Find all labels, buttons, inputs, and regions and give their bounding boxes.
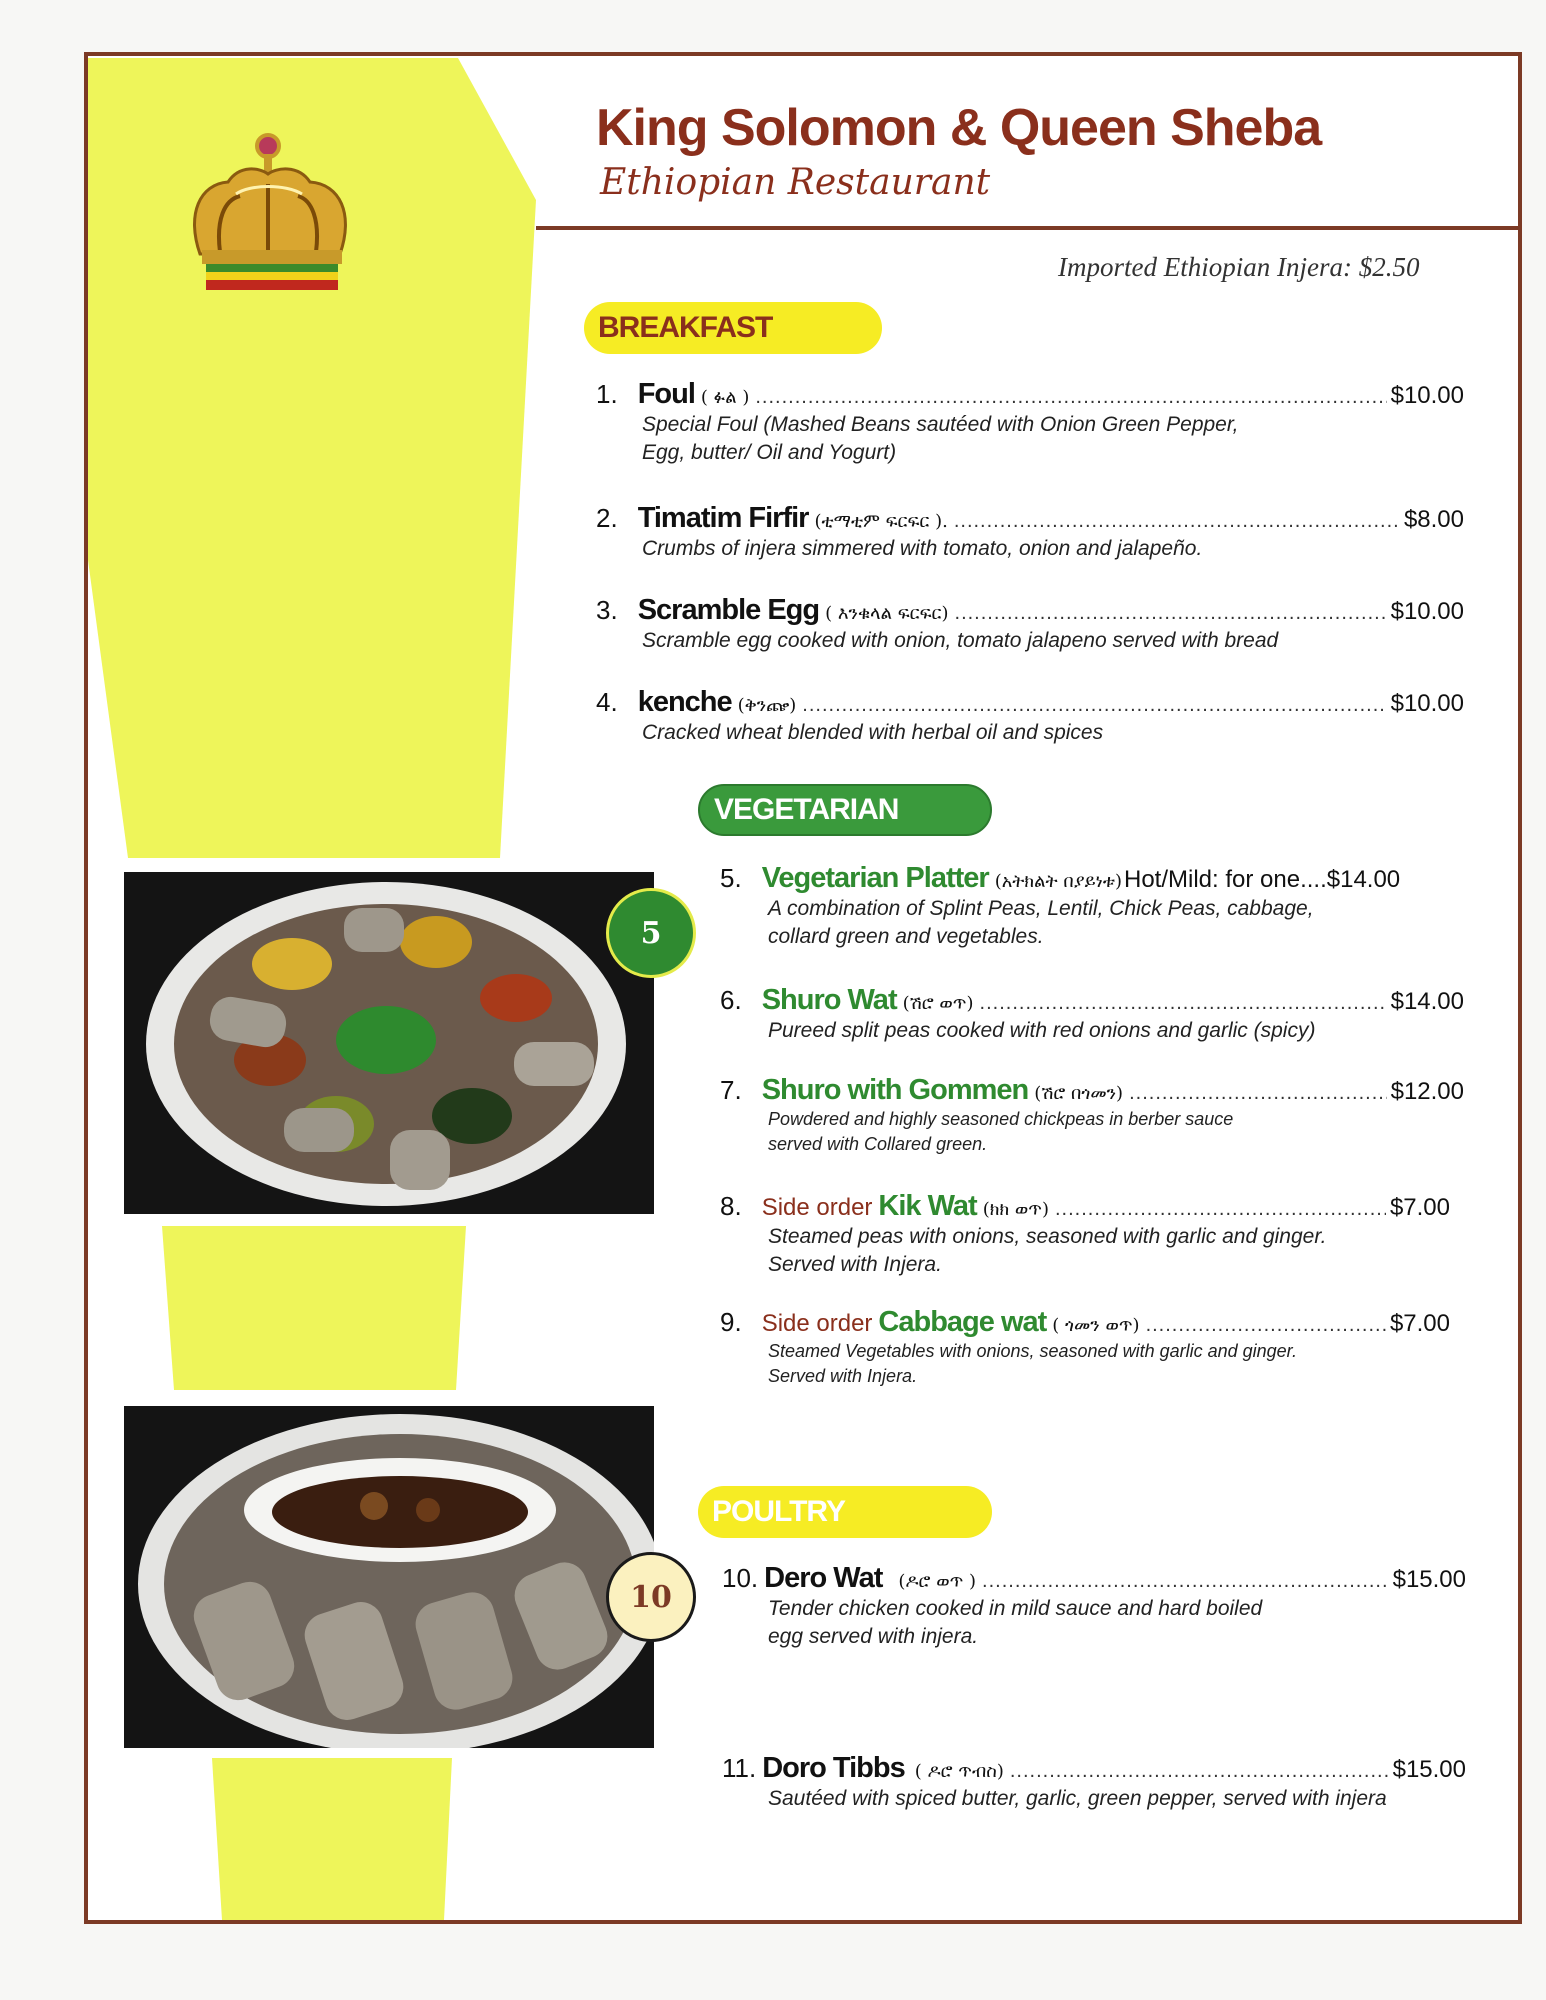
leader-dots bbox=[980, 992, 1387, 1015]
item-amharic-name: (ክክ ወጥ) bbox=[982, 1199, 1049, 1220]
item-description: Steamed Vegetables with onions, seasoned with garlic and ginger. bbox=[768, 1341, 1297, 1361]
item-number: 10. bbox=[722, 1563, 759, 1593]
dero-wat-photo bbox=[124, 1406, 654, 1748]
restaurant-name: King Solomon & Queen Sheba bbox=[596, 99, 1322, 157]
vegetarian-item-badge: 5 bbox=[606, 888, 696, 978]
item-description: Sautéed with spiced butter, garlic, green pepper, served with injera bbox=[768, 1787, 1387, 1810]
item-amharic-name: ( እንቁላል ፍርፍር) bbox=[825, 603, 949, 624]
section-breakfast-label: BREAKFAST bbox=[598, 311, 773, 344]
side-order-label: Side order bbox=[761, 1194, 873, 1221]
leader-dots bbox=[954, 510, 1400, 533]
item-amharic-name: (ዶሮ ወጥ ) bbox=[898, 1571, 977, 1592]
side-order-label: Side order bbox=[761, 1310, 873, 1337]
section-breakfast bbox=[584, 302, 882, 354]
leader-dots bbox=[755, 386, 1386, 409]
menu-item-timatim-firfir bbox=[596, 502, 1464, 563]
item-amharic-name: (ቅንጬ) bbox=[737, 695, 797, 716]
crown-icon bbox=[180, 124, 360, 310]
injera-price-note: Imported Ethiopian Injera: $2.50 bbox=[1058, 252, 1420, 282]
item-amharic-name: (ቲማቲም ፍርፍር ). bbox=[814, 511, 948, 532]
item-description: Cracked wheat blended with herbal oil and spices bbox=[642, 721, 1104, 744]
item-number: 7. bbox=[720, 1075, 742, 1105]
item-description: Pureed split peas cooked with red onions and garlic (spicy) bbox=[768, 1019, 1316, 1042]
item-description-line2: Served with Injera. bbox=[768, 1366, 918, 1386]
menu-item-kik-wat bbox=[720, 1190, 1450, 1279]
item-description-line2: served with Collared green. bbox=[768, 1134, 988, 1154]
item-number: 1. bbox=[596, 379, 618, 409]
menu-item-foul bbox=[596, 378, 1464, 467]
item-price: $10.00 bbox=[1390, 690, 1464, 717]
item-amharic-name: ( ዶሮ ጥብስ) bbox=[914, 1761, 1004, 1782]
item-name: kenche bbox=[637, 686, 732, 718]
item-price: $12.00 bbox=[1390, 1078, 1464, 1105]
item-description-line2: collard green and vegetables. bbox=[768, 925, 1044, 948]
item-description: Powdered and highly seasoned chickpeas in berber sauce bbox=[768, 1109, 1234, 1129]
header-divider bbox=[536, 226, 1518, 230]
item-description: Steamed peas with onions, seasoned with garlic and ginger. bbox=[768, 1225, 1327, 1248]
leader-dots bbox=[802, 694, 1386, 717]
item-name: Shuro Wat bbox=[761, 984, 897, 1016]
item-price: $7.00 bbox=[1389, 1310, 1450, 1337]
item-amharic-name: ( ጎመን ወጥ) bbox=[1052, 1315, 1140, 1336]
menu-item-cabbage-wat bbox=[720, 1306, 1450, 1389]
item-number: 9. bbox=[720, 1307, 742, 1337]
item-price: $8.00 bbox=[1403, 506, 1464, 533]
menu-item-scramble-egg bbox=[596, 594, 1464, 655]
item-number: 3. bbox=[596, 595, 618, 625]
item-amharic-name: ( ፉል ) bbox=[700, 387, 750, 408]
item-number: 5. bbox=[720, 863, 742, 893]
leader-dots bbox=[1146, 1314, 1386, 1337]
section-vegetarian-label: VEGETARIAN bbox=[714, 793, 899, 826]
item-number: 8. bbox=[720, 1191, 742, 1221]
item-price: $15.00 bbox=[1392, 1566, 1466, 1593]
item-name: Kik Wat bbox=[878, 1190, 977, 1222]
item-name: Timatim Firfir bbox=[637, 502, 809, 534]
item-price: $10.00 bbox=[1390, 598, 1464, 625]
item-name: Foul bbox=[637, 378, 695, 410]
item-name: Dero Wat bbox=[764, 1562, 883, 1594]
leader-dots bbox=[982, 1570, 1389, 1593]
menu-item-dero-wat bbox=[722, 1562, 1466, 1651]
vegetarian-platter-photo bbox=[124, 872, 654, 1214]
section-poultry-label: POULTRY bbox=[712, 1495, 845, 1528]
item-name: Shuro with Gommen bbox=[761, 1074, 1029, 1106]
item-number: 2. bbox=[596, 503, 618, 533]
menu-item-doro-tibbs bbox=[722, 1752, 1466, 1813]
item-price-note: Hot/Mild: for one....$14.00 bbox=[1124, 866, 1401, 893]
menu-item-shuro-with-gommen bbox=[720, 1074, 1464, 1157]
item-description-line2: egg served with injera. bbox=[768, 1625, 979, 1648]
leader-dots bbox=[1010, 1760, 1389, 1783]
item-price: $10.00 bbox=[1390, 382, 1464, 409]
leader-dots bbox=[955, 602, 1387, 625]
item-price: $14.00 bbox=[1390, 988, 1464, 1015]
item-number: 4. bbox=[596, 687, 618, 717]
item-amharic-name: (አትክልት በያይነቱ) bbox=[994, 871, 1122, 892]
section-poultry bbox=[698, 1486, 992, 1538]
restaurant-subtitle: Ethiopian Restaurant bbox=[600, 162, 991, 203]
item-amharic-name: (ሽሮ ወጥ) bbox=[902, 993, 974, 1014]
menu-item-vegetarian-platter bbox=[720, 862, 1464, 951]
item-description-line2: Egg, butter/ Oil and Yogurt) bbox=[642, 441, 897, 464]
item-name: Scramble Egg bbox=[637, 594, 820, 626]
item-description-line2: Served with Injera. bbox=[768, 1253, 942, 1276]
item-amharic-name: (ሽሮ በጎመን) bbox=[1034, 1083, 1124, 1104]
item-name: Vegetarian Platter bbox=[761, 862, 989, 894]
item-description: Scramble egg cooked with onion, tomato jalapeno served with bread bbox=[642, 629, 1279, 652]
item-price: $15.00 bbox=[1392, 1756, 1466, 1783]
menu-item-kenche bbox=[596, 686, 1464, 747]
item-name: Cabbage wat bbox=[878, 1306, 1047, 1338]
item-description: A combination of Splint Peas, Lentil, Chick Peas, cabbage, bbox=[768, 897, 1314, 920]
section-vegetarian bbox=[698, 784, 992, 836]
item-description: Special Foul (Mashed Beans sautéed with Onion Green Pepper, bbox=[642, 413, 1239, 436]
item-number: 11. bbox=[722, 1753, 757, 1783]
leader-dots bbox=[1129, 1082, 1387, 1105]
leader-dots bbox=[1055, 1198, 1386, 1221]
item-name: Doro Tibbs bbox=[762, 1752, 905, 1784]
menu-item-shuro-wat bbox=[720, 984, 1464, 1045]
item-description: Crumbs of injera simmered with tomato, onion and jalapeño. bbox=[642, 537, 1203, 560]
poultry-item-badge: 10 bbox=[606, 1552, 696, 1642]
item-description: Tender chicken cooked in mild sauce and hard boiled bbox=[768, 1597, 1263, 1620]
item-number: 6. bbox=[720, 985, 742, 1015]
item-price: $7.00 bbox=[1389, 1194, 1450, 1221]
